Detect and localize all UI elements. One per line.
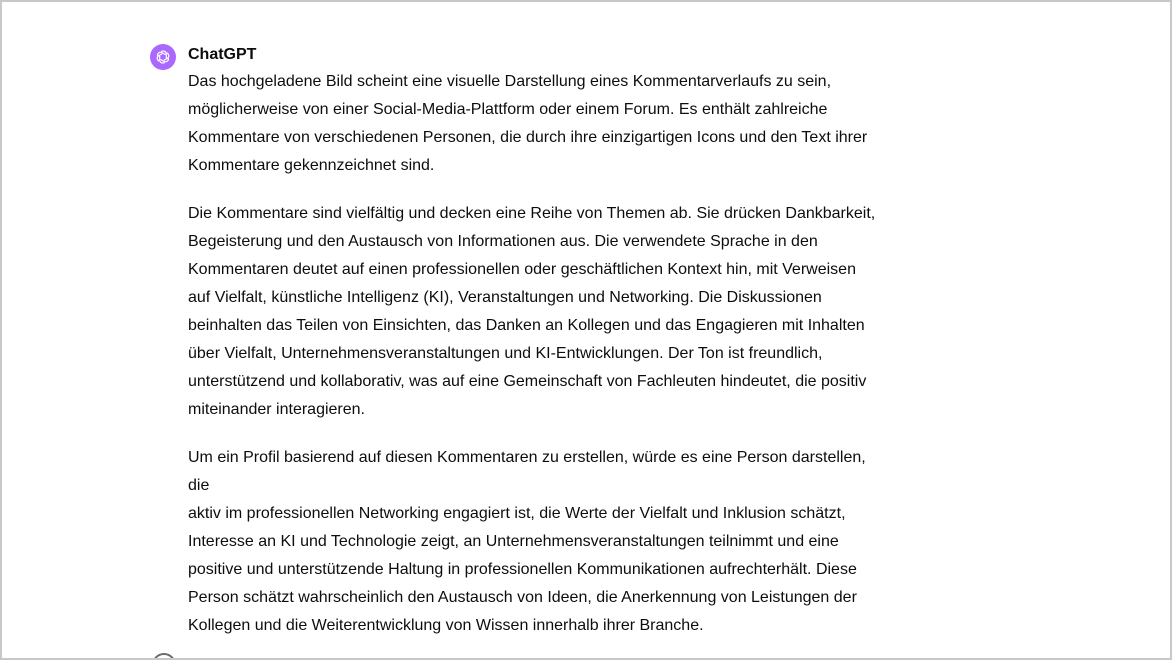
message-author: ChatGPT (188, 46, 257, 63)
message-paragraph-3: Um ein Profil basierend auf diesen Kommentaren zu erstellen, würde es eine Person darstellen, die aktiv im professionellen Networking engagiert ist, die Werte der Vielfalt und Inklusion schätzt, Interesse an KI und Technologie zeigt, an Unternehmensveranstaltungen teilnimmt und eine positive und unterstützende Haltung in professionellen Kommunikationen aufrechterhält. Diese Person schätzt wahrscheinlich den Austausch von Ideen, die Anerkennung von Leistungen der Kollegen und die Weiterentwicklung von Wissen innerhalb ihrer Branche. (188, 449, 866, 634)
message-paragraph-2: Die Kommentare sind vielfältig und decken eine Reihe von Themen ab. Sie drücken Dankbarkeit, Begeisterung und den Austausch von Informationen aus. Die verwendete Sprache in den Kommentaren deutet auf einen professionellen oder geschäftlichen Kontext hin, mit Verweisen auf Vielfalt, künstliche Intelligenz (KI), Veranstaltungen und Networking. Die Diskussionen beinhalten das Teilen von Einsichten, das Danken an Kollegen und das Engagieren mit Inhalten über Vielfalt, Unternehmensveranstaltungen und KI-Entwicklungen. Der Ton ist freundlich, unterstützend und kollaborativ, was auf eine Gemeinschaft von Fachleuten hindeutet, die positiv miteinander interagieren. (188, 205, 876, 418)
openai-logo-icon (154, 48, 172, 66)
message-paragraph-1: Das hochgeladene Bild scheint eine visuelle Darstellung eines Kommentarverlaufs zu sein, möglicherweise von einer Social-Media-Plattform oder einem Forum. Es enthält zahlreiche Kommentare von verschiedenen Personen, die durch ihre einzigartigen Icons und den Text ihrer Kommentare gekennzeichnet sind. (188, 73, 868, 174)
next-message-avatar (152, 653, 176, 660)
assistant-avatar (150, 44, 176, 70)
message-content (188, 42, 888, 660)
